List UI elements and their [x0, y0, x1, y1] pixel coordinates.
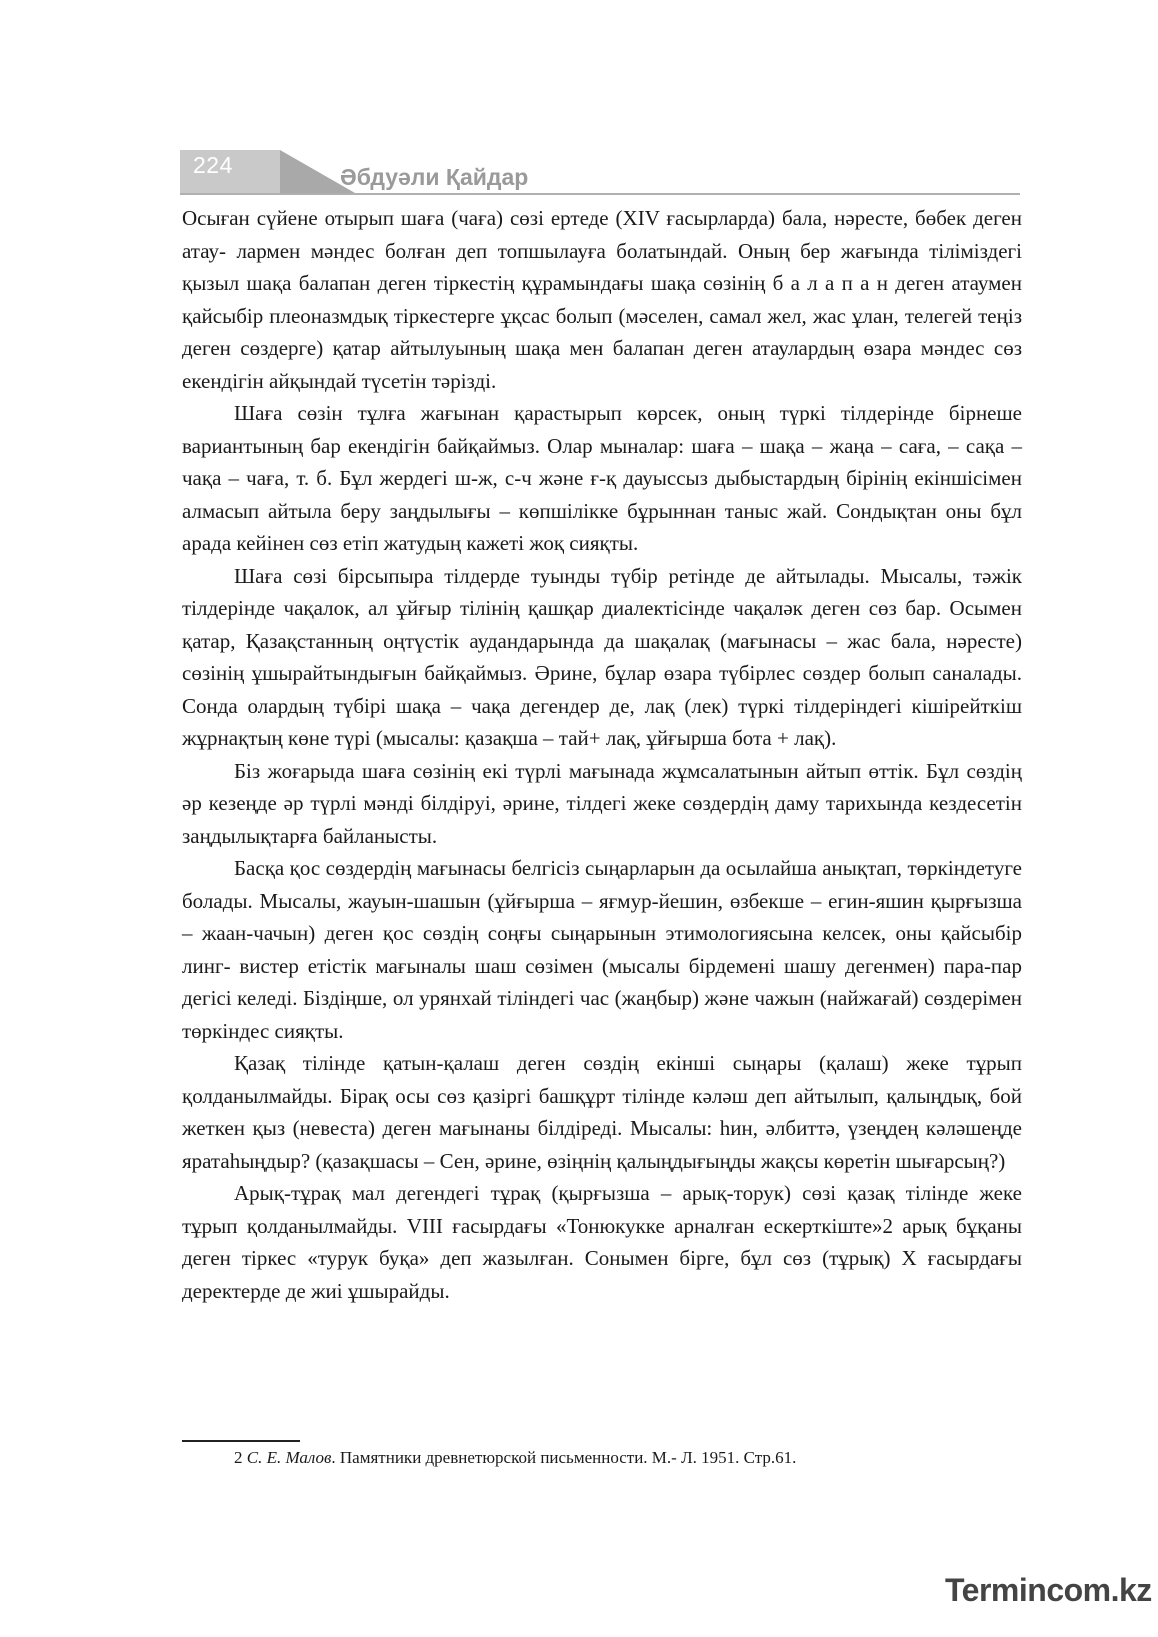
- footnote-author: С. Е. Малов: [246, 1448, 332, 1467]
- footnote-text: . Памятники древнетюрской письменности. М.- Л. 1951. Стр.61.: [331, 1448, 797, 1467]
- running-author: Әбдуәли Қайдар: [340, 164, 529, 190]
- running-header: [180, 150, 1020, 196]
- paragraph: Осыған сүйене отырып шаға (чаға) сөзі ертеде (XIV ғасырларда) бала, нәресте, бөбек деген атау- лармен мәндес болған деп топшылауға болатындай. Оның бер жағында тіліміздегі қызыл шақа балапан деген тіркестің құрамындағы шақа сөзінің б а л а п а н деген атаумен қайсыбір плеоназмдық тіркестерге ұқсас болып (мәселен, самал жел, жас ұлан, телегей теңіз деген сөздерге) қатар айтылуының шақа мен балапан деген атаулардың өзара мәндес сөз екендігін айқындай түсетін тәрізді.: [182, 206, 1022, 393]
- watermark-logo: [945, 1572, 1152, 1609]
- footnote-rule: [182, 1440, 300, 1442]
- footnote: [234, 1446, 796, 1470]
- page-number: 224: [193, 152, 233, 178]
- footnote-number: 2: [234, 1448, 243, 1467]
- paragraph: Шаға сөзін тұлға жағынан қарастырып көрсек, оның түркі тілдерінде бірнеше вариантының бар екендігін байқаймыз. Олар мыналар: шаға – шақа – жаңа – саға, – сақа – чақа – чаға, т. б. Бұл жердегі ш-ж, с-ч және ғ-қ дауыссыз дыбыстардың бірінің екіншісімен алмасып айтыла беру заңдылығы – көпшілікке бұрыннан таныс жай. Сондықтан оны бұл арада кейінен сөз етіп жатудың кажеті жоқ сияқты.: [182, 401, 1022, 555]
- paragraph: Басқа қос сөздердің мағынасы белгісіз сыңарларын да осылайша анықтап, төркіндетуге болады. Мысалы, жауын-шашын (ұйғырша – яғмур-йешин, өзбекше – егин-яшин қырғызша – жаан-чачын) деген қос сөздің соңғы сыңарынын этимологиясына келсек, оны қайсыбір линг- вистер етістік мағыналы шаш сөзімен (мысалы бірдемені шашу дегенмен) пара-пар дегісі келеді. Біздіңше, ол урянхай тіліндегі час (жаңбыр) және чажын (найжағай) сөздерімен төркіндес сияқты.: [182, 856, 1022, 1043]
- header-rule: [180, 193, 1020, 195]
- paragraph: Шаға сөзі бірсыпыра тілдерде туынды түбір ретінде де айтылады. Мысалы, тәжік тілдерінде чақалок, ал ұйғыр тілінің қашқар диалектісінде чақаләк деген сөз бар. Осымен қатар, Қазақстанның оңтүстік аудандарында да шақалақ (мағынасы – жас бала, нәресте) сөзінің ұшырайтындығын байқаймыз. Әрине, бұлар өзара түбірлес сөздер болып саналады. Сонда олардың түбірі шақа – чақа дегендер де, лақ (лек) түркі тілдеріндегі кішірейткіш жұрнақтың көне түрі (мысалы: қазақша – тай+ лақ, ұйғырша бота + лақ).: [182, 563, 1022, 750]
- watermark-text: Termincom.kz: [945, 1572, 1152, 1608]
- body-text: [182, 202, 1022, 1307]
- paragraph: Біз жоғарыда шаға сөзінің екі түрлі мағынада жұмсалатынын айтып өттік. Бұл сөздің әр кезеңде әр түрлі мәнді білдіруі, әрине, тілдегі жеке сөздердің даму тарихында кездесетін заңдылықтарға байланысты.: [182, 758, 1022, 848]
- paragraph: Арық-тұрақ мал дегендегі тұрақ (қырғызша – арық-торук) сөзі қазақ тілінде жеке тұрып қолданылмайды. VIII ғасырдағы «Тонюкукке арналған ескерткіште»2 арық бұқаны деген тіркес «турук буқа» деп жазылған. Сонымен бірге, бұл сөз (тұрық) X ғасырдағы деректерде де жиі ұшырайды.: [182, 1181, 1022, 1303]
- paragraph: Қазақ тілінде қатын-қалаш деген сөздің екінші сыңары (қалаш) жеке тұрып қолданылмайды. Бірақ осы сөз қазіргі башқұрт тілінде кәләш деп айтылып, қалыңдық, бой жеткен қыз (невеста) деген мағынаны білдіреді. Мысалы: һин, әлбиттә, үзеңдең кәләшеңде яратаһыңдыр? (қазақшасы – Сен, әрине, өзіңнің қалыңдығыңды жақсы көретін шығарсың?): [182, 1051, 1022, 1173]
